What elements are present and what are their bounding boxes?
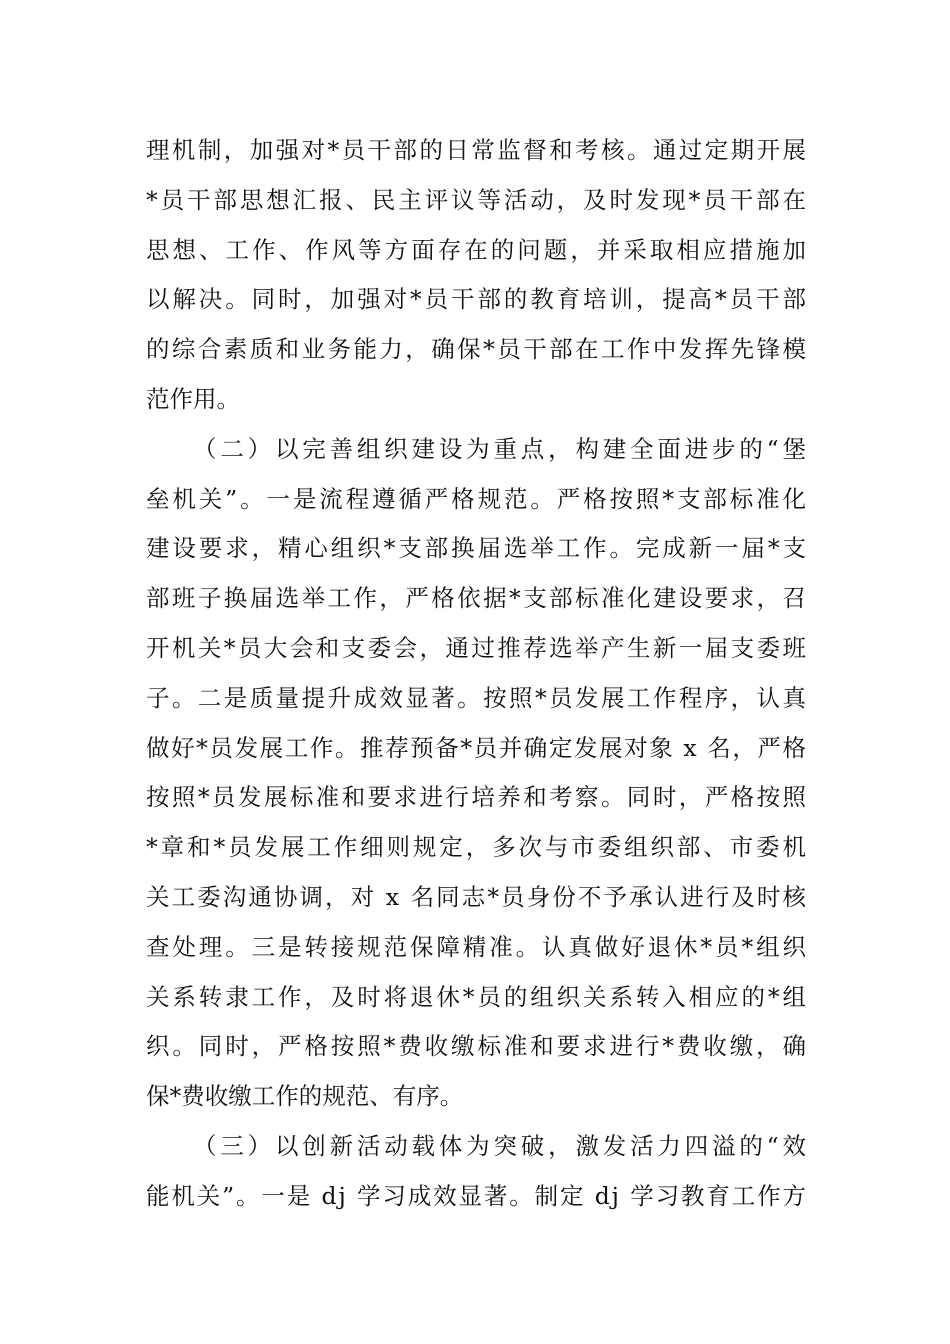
text-line: 关系转隶工作，及时将退休*员的组织关系转入相应的*组: [146, 982, 809, 1011]
text-line: （二）以完善组织建设为重点，构建全面进步的“堡: [193, 434, 810, 463]
document-body: [146, 126, 810, 1222]
paragraph-1: [146, 126, 810, 425]
text-line: 的综合素质和业务能力，确保*员干部在工作中发挥先锋模: [146, 335, 809, 364]
text-line: 以解决。同时，加强对*员干部的教育培训，提高*员干部: [146, 285, 809, 314]
text-line: 子。二是质量提升成效显著。按照*员发展工作程序，认真: [146, 683, 809, 712]
text-line: *员干部思想汇报、民主评议等活动，及时发现*员干部在: [146, 185, 809, 214]
text-line: 垒机关”。一是流程遵循严格规范。严格按照*支部标准化: [146, 484, 809, 513]
text-line: 理机制，加强对*员干部的日常监督和考核。通过定期开展: [146, 136, 809, 164]
text-line: *章和*员发展工作细则规定，多次与市委组织部、市委机: [146, 833, 809, 862]
text-line: 查处理。三是转接规范保障精准。认真做好退休*员*组织: [146, 932, 809, 961]
text-line: 思想、工作、作风等方面存在的问题，并采取相应措施加: [146, 235, 810, 264]
text-line: 开机关*员大会和支委会，通过推荐选举产生新一届支委班: [146, 633, 809, 662]
text-line: 建设要求，精心组织*支部换届选举工作。完成新一届*支: [146, 534, 809, 563]
text-line: 做好*员发展工作。推荐预备*员并确定发展对象 x 名，严格: [146, 733, 808, 762]
paragraph-2: [146, 425, 810, 1122]
text-line: 保*费收缴工作的规范、有序。: [146, 1082, 464, 1111]
text-line: 部班子换届选举工作，严格依据*支部标准化建设要求，召: [146, 584, 809, 613]
text-line: 范作用。: [146, 384, 240, 413]
text-line: （三）以创新活动载体为突破，激发活力四溢的“效: [193, 1131, 810, 1160]
text-line: 织。同时，严格按照*费收缴标准和要求进行*费收缴，确: [146, 1032, 809, 1061]
text-line: 按照*员发展标准和要求进行培养和考察。同时，严格按照: [146, 783, 809, 812]
text-line: 关工委沟通协调，对 x 名同志*员身份不予承认进行及时核: [146, 882, 809, 911]
paragraph-3: [146, 1122, 810, 1222]
text-line: 能机关”。一是 dj 学习成效显著。制定 dj 学习教育工作方: [146, 1181, 808, 1210]
